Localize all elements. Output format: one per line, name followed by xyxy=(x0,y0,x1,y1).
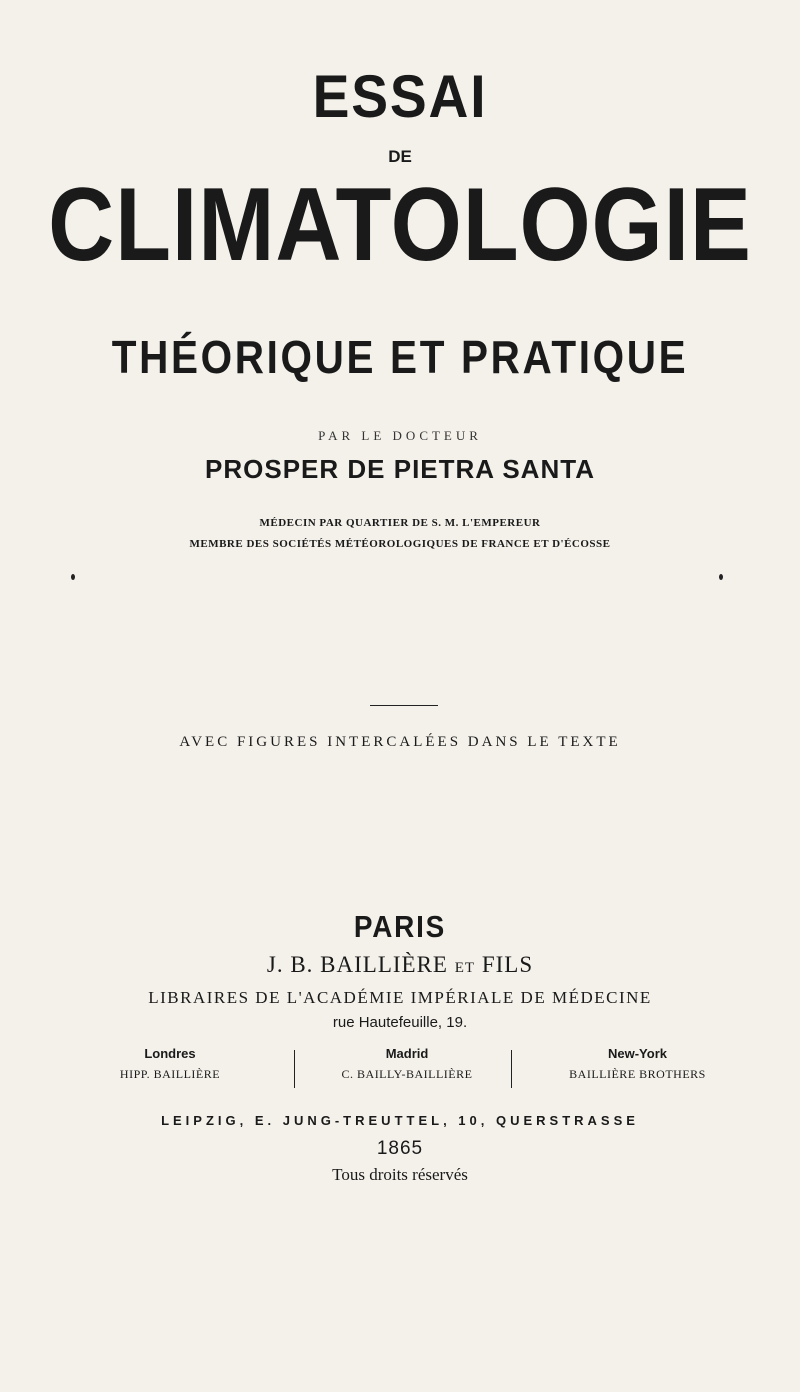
author-credential-1: MÉDECIN PAR QUARTIER DE S. M. L'EMPEREUR xyxy=(259,517,541,529)
branch-separator xyxy=(511,1050,512,1088)
branch-cities xyxy=(0,1046,800,1096)
imprint-academy: LIBRAIRES DE L'ACADÉMIE IMPÉRIALE DE MÉDECINE xyxy=(148,988,652,1007)
branch-london xyxy=(55,1046,285,1082)
branch-publisher: HIPP. BAILLIÈRE xyxy=(119,1067,221,1081)
title-de: DE xyxy=(388,147,412,166)
title-subtitle: THÉORIQUE ET PRATIQUE xyxy=(111,331,689,383)
title-climatologie: CLIMATOLOGIE xyxy=(48,167,752,283)
imprint-publisher xyxy=(0,952,800,978)
imprint-street: rue Hautefeuille, 19. xyxy=(332,1014,468,1031)
imprint-rights: Tous droits réservés xyxy=(332,1165,468,1184)
branch-new-york xyxy=(515,1046,760,1082)
author-name: PROSPER DE PIETRA SANTA xyxy=(205,454,595,484)
branch-city-name: Madrid xyxy=(385,1046,429,1061)
branch-publisher: BAILLIÈRE BROTHERS xyxy=(569,1067,706,1081)
author-credential-2: MEMBRE DES SOCIÉTÉS MÉTÉOROLOGIQUES DE FRANCE ET D'ÉCOSSE xyxy=(189,538,611,550)
ink-dot-left xyxy=(71,574,75,580)
branch-separator xyxy=(294,1050,295,1088)
publisher-fils: FILS xyxy=(481,952,534,977)
publisher-et: ET xyxy=(454,960,476,976)
branch-publisher: C. BAILLY-BAILLIÈRE xyxy=(341,1067,473,1081)
figures-note: AVEC FIGURES INTERCALÉES DANS LE TEXTE xyxy=(179,734,621,750)
divider-rule xyxy=(370,705,438,706)
branch-city-name: New-York xyxy=(608,1046,667,1061)
author-prefix: PAR LE DOCTEUR xyxy=(318,428,482,443)
imprint-year: 1865 xyxy=(376,1138,424,1159)
imprint-leipzig: LEIPZIG, E. JUNG-TREUTTEL, 10, QUERSTRASSE xyxy=(161,1113,639,1128)
ink-dot-right xyxy=(719,574,723,580)
branch-madrid xyxy=(297,1046,517,1082)
title-essai: ESSAI xyxy=(312,63,488,130)
branch-city-name: Londres xyxy=(144,1046,196,1061)
imprint-city: PARIS xyxy=(353,909,447,944)
publisher-name: J. B. BAILLIÈRE xyxy=(266,952,448,977)
